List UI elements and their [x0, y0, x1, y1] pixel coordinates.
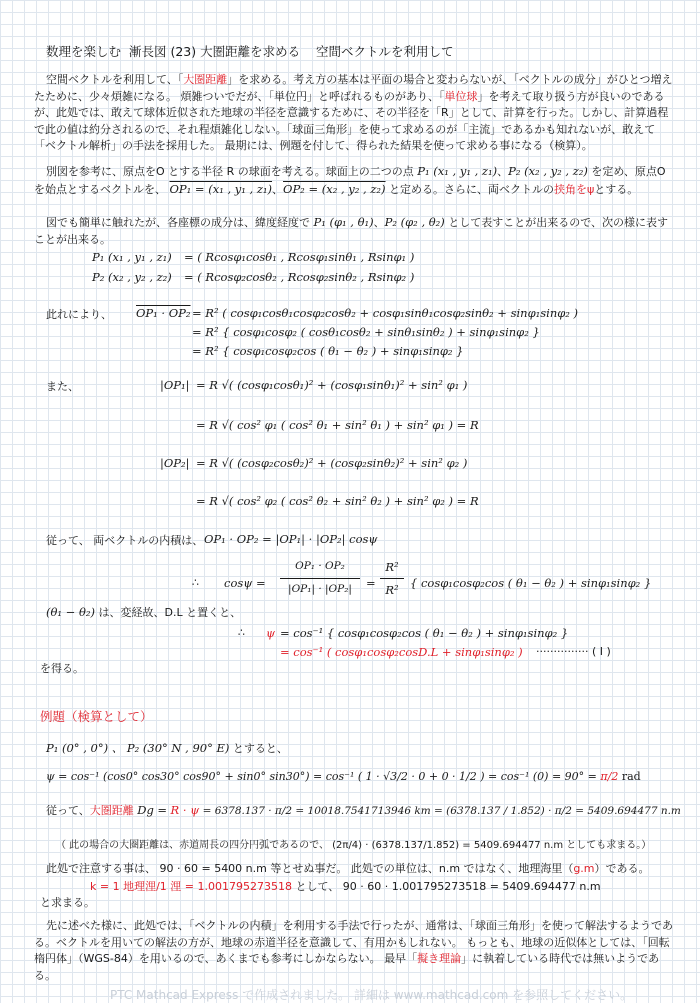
mag-op1-line1: = R √( (cosφ₁cosθ₁)² + (cosφ₁sinθ₁)² + sin² φ₁ ): [196, 378, 468, 392]
great-circle-distance-line: 従って、大圏距離 Dg = R · ψ = 6378.137 · π/2 = 10018.7541713946 km = (6378.137 / 1.852) · π/2 = 5409.694477 n.m: [46, 803, 681, 817]
coord-p1-lhs: P₁ (x₁ , y₁ , z₁): [92, 250, 172, 264]
obtained-text: と求まる。: [40, 896, 95, 909]
dot-product-line1: = R² ( cosφ₁cosθ₁cosφ₂cosθ₂ + cosφ₁sinθ₁cosφ₂sinθ₂ + sinφ₁sinφ₂ ): [192, 306, 579, 320]
cospsi-lhs: cosψ =: [224, 576, 266, 590]
cospsi-frac2-bar: [380, 578, 404, 579]
page-title: [46, 42, 454, 60]
cospsi-frac2-num: R²: [385, 560, 399, 574]
example-psi-calc: ψ = cos⁻¹ (cos0° cos30° cos90° + sin0° sin30°) = cos⁻¹ ( 1 · √3/2 · 0 + 0 · 1/2 ) = cos⁻¹ (0) = 90° = π/2 rad: [46, 770, 641, 783]
cospsi-rhs: { cosφ₁cosφ₂cos ( θ₁ − θ₂ ) + sinφ₁sinφ₂ }: [410, 576, 652, 590]
dot-product-lhs: OP₁ · OP₂: [136, 306, 191, 320]
coord-p2-lhs: P₂ (x₂ , y₂ , z₂): [92, 270, 172, 284]
mag-op2-line2: = R √( cos² φ₂ ( cos² θ₂ + sin² θ₂ ) + sin² φ₂ ) = R: [196, 494, 479, 508]
magnitude-label: また、: [46, 380, 79, 393]
dot-product-label: 此れにより、: [46, 308, 112, 321]
obtain-text: を得る。: [40, 662, 84, 675]
coord-p2-rhs: = ( Rcosφ₂cosθ₂ , Rcosφ₂sinθ₂ , Rsinφ₂ ): [184, 270, 415, 284]
caution-line: 此処で注意する事は、 90 · 60 = 5400 n.m 等とせぬ事だ。 此処での単位は、n.m ではなく、地理海里（g.m）である。: [46, 862, 650, 875]
cospsi-equals: =: [366, 576, 376, 590]
example-points: P₁ (0° , 0°) 、 P₂ (30° N , 90° E) とすると、: [46, 741, 288, 755]
mag-op2-line1: = R √( (cosφ₂cosθ₂)² + (cosφ₂sinθ₂)² + sin² φ₂ ): [196, 456, 468, 470]
keyword-great-circle: 大圏距離: [183, 73, 228, 86]
mag-op1-line2: = R √( cos² φ₁ ( cos² θ₁ + sin² θ₁ ) + sin² φ₁ ) = R: [196, 418, 479, 432]
quarter-arc-note: （ 此の場合の大圏距離は、赤道周長の四分円弧であるので、 (2π/4) · (6378.137/1.852) = 5409.694477 n.m としても求まる。）: [56, 840, 652, 851]
mag-op1-lhs: |OP₁|: [160, 378, 190, 392]
equation-number-I: ··············· ( I ): [536, 645, 611, 658]
coord-p1-rhs: = ( Rcosφ₁cosθ₁ , Rcosφ₁sinθ₁ , Rsinφ₁ ): [184, 250, 415, 264]
cospsi-frac1-num: OP₁ · OP₂: [295, 560, 345, 572]
mathcad-footer: PTC Mathcad Express で作成されました。 詳細は www.mathcad.com を参照してください。: [110, 988, 633, 1002]
psi-formula-I: = cos⁻¹ ( cosφ₁cosφ₂cosD.L + sinφ₁sinφ₂ ): [280, 645, 523, 659]
cospsi-frac2-den: R²: [385, 583, 399, 597]
keyword-pseudo-theory: 擬き理論: [417, 952, 462, 965]
dot-product-line2: = R² { cosφ₁cosφ₂ ( cosθ₁cosθ₂ + sinθ₁sinθ₂ ) + sinφ₁sinφ₂ }: [192, 325, 540, 339]
therefore-symbol-1: ∴: [192, 576, 199, 589]
inner-product-eq: OP₁ · OP₂ = |OP₁| · |OP₂| cosψ: [204, 532, 378, 546]
dl-substitution: (θ₁ − θ₂) は、変経故、D.L と置くと、: [46, 605, 242, 619]
title-part2: 漸長図 (23) 大圏距離を求める: [128, 44, 301, 59]
mag-op2-lhs: |OP₂|: [160, 456, 190, 470]
conclusion-paragraph: 先に述べた様に、此処では、「ベクトルの内積」を利用する手法で行ったが、通常は、「球面三角形」を使って解法するようである。ベクトルを用いての解法の方が、地球の赤道半径を意識して、有用かもしれない。 もっとも、地球の近似体としては、「回転楕円体」（WGS-84）を用いるので、あくまでも参考にしかならない。 最早「擬き理論」に執着している時代では無いようである。: [34, 919, 673, 982]
keyword-angle-psi: 挟角をψ: [554, 182, 595, 196]
k-factor-line: k = 1 地理浬/1 浬 = 1.001795273518 として、 90 · 60 · 1.001795273518 = 5409.694477 n.m: [90, 880, 601, 893]
keyword-unit-sphere: 単位球: [444, 89, 478, 103]
latlon-paragraph: 図でも簡単に触れたが、各座標の成分は、緯度経度で P₁ (φ₁ , θ₁)、P₂ (φ₂ , θ₂) として表すことが出来るので、次の様に表すことが出来る。: [34, 215, 669, 246]
title-part1: 数理を楽しむ: [46, 44, 122, 59]
therefore-symbol-2: ∴: [238, 626, 245, 639]
inner-product-label: 従って、 両ベクトルの内積は、: [46, 534, 204, 547]
psi-symbol: ψ: [266, 626, 276, 640]
dot-product-line3: = R² { cosφ₁cosφ₂cos ( θ₁ − θ₂ ) + sinφ₁sinφ₂ }: [192, 344, 464, 358]
psi-line1: = cos⁻¹ { cosφ₁cosφ₂cos ( θ₁ − θ₂ ) + sinφ₁sinφ₂ }: [280, 626, 569, 640]
cospsi-frac1-den: |OP₁| · |OP₂|: [288, 583, 352, 595]
vector-definition-paragraph: 別図を参考に、原点をO とする半径 R の球面を考える。球面上の二つの点 P₁ (x₁ , y₁ , z₁)、P₂ (x₂ , y₂ , z₂) を定め、原点O を始点とするベクトルを、 OP₁ = (x₁ , y₁ , z₁)、OP₂ = (x₂ , y₂ , z₂) と定める。さらに、両ベクトルの挟角をψとする。: [34, 164, 666, 196]
title-part3: 空間ベクトルを利用して: [315, 44, 454, 59]
example-heading: 例題（検算として）: [40, 709, 153, 724]
intro-paragraph: 空間ベクトルを利用して、「大圏距離」を求める。考え方の基本は平面の場合と変わらないが、「ベクトルの成分」がひとつ増えたために、少々煩雑になる。 煩雑ついでだが、「単位円」と呼ばれるものがあり、「単位球」を考えて取り扱う方が良いのであるが、此処では、敢えて球体近似された地球の半径を意識するために、その半径を「R」として、計算を行った。しかし、計算過程で此の値は約分されるので、それ程煩雑化しない。「球面三角形」を使って求めるのが「主流」であるかも知れないが、敢えて「ベクトル解析」の手法を採用した。 最期には、例題を付して、得られた結果を使って求める事になる（検算）。: [34, 73, 673, 152]
psi-value-pi-over-2: π/2: [600, 770, 619, 783]
cospsi-frac1-bar: [280, 578, 360, 579]
